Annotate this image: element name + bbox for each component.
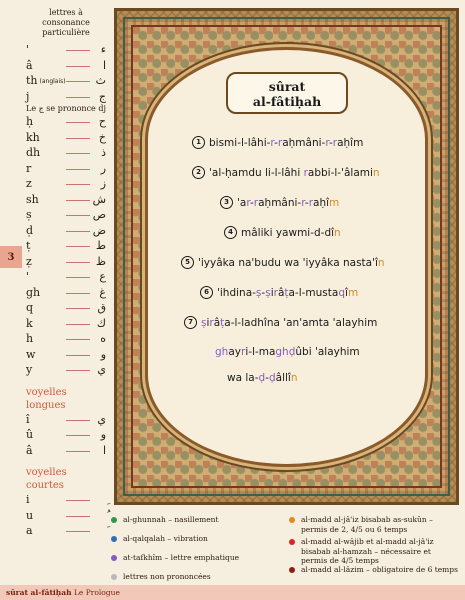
short-vowels-label: voyelles courtes bbox=[26, 467, 67, 491]
consonant-row: ẓ ظ bbox=[26, 254, 106, 268]
j-pronunciation-note: Le ج se prononce dj bbox=[26, 104, 106, 113]
footer-surah-name: sûrat al-fâtiḥah bbox=[6, 588, 72, 597]
legend-dot bbox=[289, 567, 295, 573]
consonant-row: w و bbox=[26, 347, 106, 361]
verse-text: ṣirâṭa-l-ladhîna 'an'amta 'alayhim bbox=[201, 316, 378, 329]
consonant-row: â ا bbox=[26, 58, 106, 72]
consonant-row: ṣ ص bbox=[26, 208, 106, 221]
verse-number: 2 bbox=[192, 166, 205, 179]
page-number-tab bbox=[0, 246, 22, 268]
verse-7 bbox=[184, 316, 377, 329]
verse-7-line-3 bbox=[227, 372, 297, 384]
long-vowel-row: î ي bbox=[26, 412, 106, 426]
long-vowel-row: â ا bbox=[26, 443, 106, 457]
verse-number: 1 bbox=[192, 136, 205, 149]
consonant-list bbox=[26, 42, 106, 378]
consonant-row: sh ش bbox=[26, 192, 106, 206]
verse-text: mâliki yawmi-d-dîn bbox=[241, 226, 341, 239]
consonant-row: gh غ bbox=[26, 285, 106, 299]
verse-7-line-2 bbox=[215, 346, 360, 358]
verse-5 bbox=[181, 256, 385, 269]
legend-item: at-tafkhîm – lettre emphatique bbox=[111, 553, 281, 563]
short-vowel-row: u bbox=[26, 508, 106, 524]
verse-number: 3 bbox=[220, 196, 233, 209]
consonant-row: th (anglais) ث bbox=[26, 74, 106, 87]
consonant-row: ḍ ض bbox=[26, 223, 106, 237]
verse-text: 'iyyâka na'budu wa 'iyyâka nasta'în bbox=[198, 256, 385, 269]
consonant-row: z ز bbox=[26, 177, 106, 190]
consonant-row: kh خ bbox=[26, 130, 106, 144]
verse-number: 4 bbox=[224, 226, 237, 239]
legend-dot bbox=[111, 555, 117, 561]
legend-dot bbox=[289, 517, 295, 523]
title-line-2: al-fâtiḥah bbox=[252, 94, 322, 109]
consonant-row: ṭ ط bbox=[26, 239, 106, 252]
legend-dot bbox=[111, 536, 117, 542]
verse-text: ghayri-l-maghḍûbi 'alayhim bbox=[215, 346, 360, 358]
legend-item: al-madd al-wâjib et al-madd al-jâ'iz bisabab al-hamzah – nécessaire et permis de 4/5 temps bbox=[289, 537, 459, 566]
consonant-row: y ي bbox=[26, 363, 106, 376]
consonant-row: dh ذ bbox=[26, 146, 106, 159]
legend-item: al-qalqalah – vibration bbox=[111, 534, 281, 544]
verse-text: bismi-l-lâhi-r-raḥmâni-r-raḥîm bbox=[209, 136, 364, 149]
verse-2 bbox=[192, 166, 380, 179]
verse-number: 5 bbox=[181, 256, 194, 269]
long-vowel-row: û و bbox=[26, 428, 106, 441]
legend-dot bbox=[111, 574, 117, 580]
consonant-row: q ق bbox=[26, 301, 106, 314]
page-footer bbox=[0, 585, 465, 600]
page-number: 3 bbox=[7, 251, 15, 263]
verse-6 bbox=[200, 286, 358, 299]
long-vowels-label: voyelles longues bbox=[26, 386, 67, 411]
short-vowel-row: a bbox=[26, 523, 106, 539]
verse-4 bbox=[224, 226, 341, 239]
legend-dot bbox=[111, 517, 117, 523]
legend-item: al-madd al-lâzim – obligatoire de 6 temps bbox=[289, 565, 459, 575]
verse-text: 'ar-raḥmâni-r-raḥîm bbox=[237, 196, 340, 209]
consonant-row: ḥ ح bbox=[26, 115, 106, 128]
verse-text: 'ihdina-ṣ-ṣirâṭa-l-mustaqîm bbox=[217, 286, 359, 299]
footer-subtitle: Le Prologue bbox=[71, 588, 120, 597]
verse-text: 'al-ḥamdu li-l-lâhi rabbi-l-'âlamin bbox=[209, 166, 380, 179]
legend-dot bbox=[289, 539, 295, 545]
verse-number: 6 bbox=[200, 286, 213, 299]
title-line-1: sûrat bbox=[268, 79, 306, 94]
consonant-row: ' ء bbox=[26, 43, 106, 56]
short-vowel-row: i bbox=[26, 492, 106, 508]
verse-3 bbox=[220, 196, 339, 209]
verse-number: 7 bbox=[184, 316, 197, 329]
surah-title bbox=[226, 72, 348, 114]
verse-1 bbox=[192, 136, 363, 149]
verse-text: wa la-ḍ-ḍâllîn bbox=[227, 372, 298, 384]
legend-item: lettres non prononcées bbox=[111, 572, 281, 582]
legend-item: al-madd al-jâ'iz bisabab as-sukûn – permis de 2, 4/5 ou 6 temps bbox=[289, 515, 459, 534]
legend-item: al-ghunnah – nasillement bbox=[111, 515, 281, 525]
consonant-row: k ك bbox=[26, 316, 106, 330]
consonants-header: lettres à consonance particulière bbox=[42, 8, 90, 37]
consonant-row: ' ع bbox=[26, 270, 106, 283]
consonant-row: r ر bbox=[26, 161, 106, 175]
transliteration-table bbox=[26, 8, 106, 539]
consonant-row: j ج bbox=[26, 89, 106, 103]
consonant-note: (anglais) bbox=[39, 78, 66, 85]
consonant-row: h ه bbox=[26, 332, 106, 345]
